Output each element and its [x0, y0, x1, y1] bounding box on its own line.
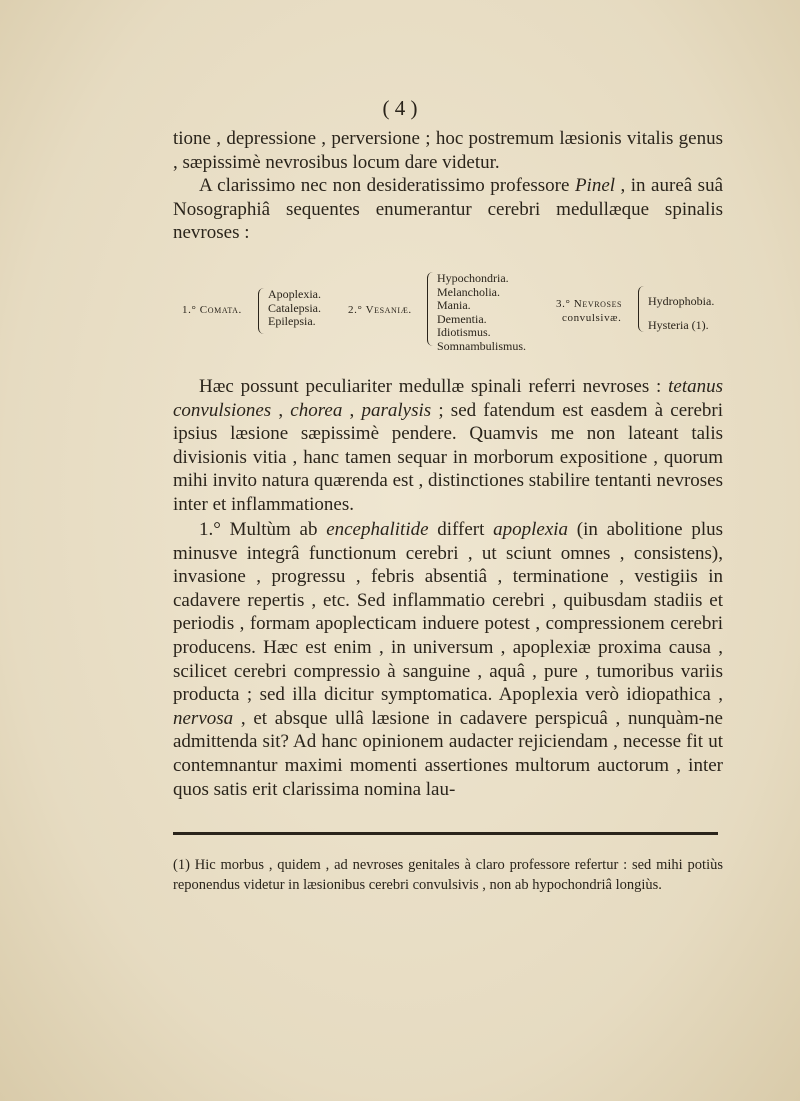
item-epilepsia: Epilepsia. [268, 314, 316, 328]
paragraph-2-text: A clarissimo nec non desideratissimo professore [199, 175, 575, 196]
paragraph-4 [173, 518, 723, 801]
paragraph-3-text-end: ; sed fatendum est easdem à cerebri ipsius læsione sæpissimè pendere. Quamvis me non lateant talis divisionis vitia , hanc tamen sequar in morborum expositione , quorum mihi invito natura quærenda est , distinctiones stabilire tentanti nevroses inter et inflammationes. [173, 399, 724, 515]
separator: , [271, 399, 291, 421]
class-3-label-line2: convulsivæ. [562, 312, 622, 324]
item-melancholia: Melancholia. [437, 284, 500, 299]
item-hydrophobia: Hydrophobia. [648, 294, 715, 308]
item-catalepsia: Catalepsia. [268, 300, 321, 315]
term-encephalitide: encephalitide [326, 519, 429, 540]
brace-1 [258, 288, 267, 334]
term-nervosa: nervosa [173, 707, 234, 729]
item-hypochondria: Hypochondria. [437, 271, 509, 285]
item-dementia: Dementia. [437, 311, 487, 326]
term-apoplexia: apoplexia [493, 519, 569, 540]
paragraph-3-text: Hæc possunt peculiariter medullæ spinali referri nevroses : [199, 376, 669, 397]
item-hysteria: Hysteria (1). [648, 318, 709, 332]
item-idiotismus: Idiotismus. [437, 325, 491, 339]
paragraph-1: tione , depressione , perversione ; hoc postremum læsionis vitalis genus , sæpissimè nevrosibus locum dare videtur. [173, 128, 723, 173]
paragraph-4-text-end: , et absque ullâ læsione in cadavere perspicuâ , nunquàm-ne admittenda sit? Ad hanc opinionem audacter rejiciendam , necesse fit ut contemnantur maximi momenti assertiones multorum auctorum , inter quos satis erit clarissima nomina lau- [173, 707, 723, 800]
paragraph-3 [173, 375, 723, 517]
item-apoplexia: Apoplexia. [268, 287, 321, 301]
class-2-label: 2.° Vesaniæ. [348, 304, 412, 316]
paragraph-2 [173, 174, 723, 245]
footnote: (1) Hic morbus , quidem , ad nevroses genitales à claro professore refertur : sed mihi potiùs reponendus videtur in læsionibus cerebri convulsivis , non ab hypochondriâ longiùs. [173, 857, 723, 893]
class-2-items [437, 272, 526, 353]
term-tetanus: tetanus convulsiones [173, 376, 723, 421]
brace-2 [427, 272, 436, 346]
paragraph-4-text-3: (in abolitione plus minusve integrâ functionum cerebri , ut sciunt omnes , consistens), invasione , progressu , febris absentiâ , terminatione , vestigiis in cadavere repertis , etc. Sed inflammatio cerebri , quibusdam stadiis et periodis , formam apoplecticam induere potest , compressionem cerebri producens. Hæc est enim , in universum , apoplexiæ proxima causa , scilicet cerebri compressio à sanguine , aquâ , pure , tumoribus variis producta ; sed illa dicitur symptomatica. Apoplexia verò idiopathica , [173, 519, 723, 706]
author-name: Pinel [574, 175, 616, 196]
paragraph-2-text-end: , in aureâ suâ Nosographiâ sequentes enumerantur cerebri medullæque spinalis nevroses : [173, 175, 723, 244]
paragraph-4-text-2: differt [428, 519, 494, 540]
paragraph-4-text: 1.° Multùm ab [199, 519, 327, 540]
term-paralysis: paralysis [361, 399, 432, 421]
class-1-label: 1.° Comata. [182, 304, 242, 316]
item-mania: Mania. [437, 298, 471, 312]
class-1-items [268, 288, 321, 329]
class-3-items [648, 289, 714, 337]
page-number: ( 4 ) [382, 96, 418, 120]
footnote-rule [173, 832, 718, 835]
class-3-label: 3.° Nevroses [556, 298, 623, 310]
brace-3 [638, 286, 647, 332]
separator: , [342, 399, 362, 421]
term-chorea: chorea [290, 399, 343, 421]
item-somnambulismus: Somnambulismus. [437, 338, 527, 353]
